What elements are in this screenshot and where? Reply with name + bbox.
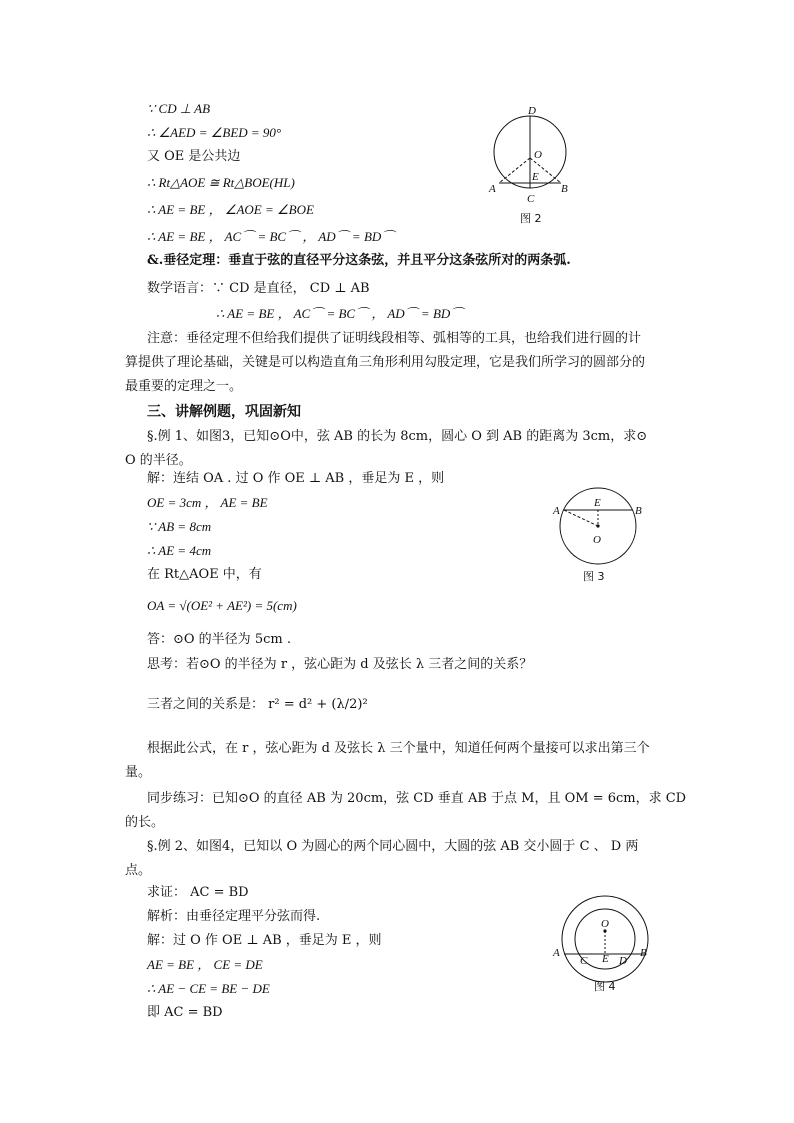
theorem-statement: &.垂径定理：垂直于弦的直径平分这条弦，并且平分这条弦所对的两条弧. xyxy=(147,253,571,268)
thinking-line: 思考：若⊙O 的半径为 r ，弦心距为 d 及弦长 λ 三者之间的关系？ xyxy=(147,657,533,672)
solution-line: 解：过 O 作 OE ⊥ AB ，垂足为 E ，则 xyxy=(147,933,382,948)
fig2-radius-oa xyxy=(499,158,530,183)
fig3-label-o: O xyxy=(593,534,601,546)
fig4-caption: 图 4 xyxy=(594,980,616,993)
formula-line: OA = √(OE² + AE²) = 5(cm) xyxy=(147,598,297,613)
body-line: 根据此公式，在 r ，弦心距为 d 及弦长 λ 三个量中，知道任何两个量接可以求出第三个 xyxy=(147,741,650,756)
proof-line: ∴ AE = BE ， ∠AOE = ∠BOE xyxy=(147,202,314,217)
solution-line: 在 Rt△AOE 中，有 xyxy=(147,567,262,582)
body-line: 量。 xyxy=(125,765,152,780)
fig4-label-c: C xyxy=(580,955,588,967)
proof-goal: 求证： AC = BD xyxy=(147,885,249,900)
solution-line: ∴ AE = 4cm xyxy=(147,543,212,558)
math-language-line: ∴ AE = BE ， AC⌒ = BC⌒ ， AD⌒ = BD⌒ xyxy=(216,306,464,321)
figure-4 xyxy=(550,894,660,1004)
solution-line: ∵ AB = 8cm xyxy=(147,519,212,534)
fig2-label-o: O xyxy=(534,149,542,161)
solution-line: AE = BE ， CE = DE xyxy=(147,957,263,972)
math-language-line: 数学语言：∵ CD 是直径， CD ⊥ AB xyxy=(147,281,370,296)
practice-line: 的长。 xyxy=(125,815,165,830)
fig4-label-e: E xyxy=(602,953,609,965)
example1-line: §.例 1、如图3，已知⊙O中，弦 AB 的长为 8cm，圆心 O 到 AB 的距离为 3cm，求⊙ xyxy=(147,429,648,444)
practice-line: 同步练习：已知⊙O 的直径 AB 为 20cm，弦 CD 垂直 AB 于点 M，且 OM = 6cm，求 CD xyxy=(147,791,687,806)
fig2-label-b: B xyxy=(561,183,568,195)
fig3-label-b: B xyxy=(635,505,642,517)
proof-line: ∴ ∠AED = ∠BED = 90° xyxy=(147,125,282,140)
figure-3 xyxy=(548,486,658,586)
example2-line: 点。 xyxy=(125,863,152,878)
solution-line: OE = 3cm ， AE = BE xyxy=(147,495,268,510)
fig2-label-a: A xyxy=(489,183,496,195)
section-heading: 三、讲解例题，巩固新知 xyxy=(147,404,301,420)
solution-line: ∴ AE − CE = BE − DE xyxy=(147,981,270,996)
relation-line: 三者之间的关系是： r² = d² + (λ/2)² xyxy=(147,697,368,712)
fig2-caption: 图 2 xyxy=(520,212,542,225)
fig3-oa xyxy=(564,510,598,526)
fig2-label-d: D xyxy=(528,105,536,117)
proof-line: ∴ Rt△AOE ≅ Rt△BOE(HL) xyxy=(147,175,295,190)
fig3-center-dot xyxy=(596,524,599,527)
fig3-caption: 图 3 xyxy=(583,570,605,583)
proof-line: ∴ AE = BE ， AC⌒ = BC⌒ ， AD⌒ = BD⌒ xyxy=(147,229,395,244)
fig3-label-e: E xyxy=(594,497,601,509)
fig2-label-e: E xyxy=(532,171,539,183)
fig2-label-c: C xyxy=(527,193,535,205)
note-line: 算提供了理论基础，关键是可以构造直角三角形利用勾股定理，它是我们所学习的圆部分的 xyxy=(125,355,646,370)
analysis-line: 解析：由垂径定理平分弦而得. xyxy=(147,909,321,924)
solution-line: 解：连结 OA . 过 O 作 OE ⊥ AB ，垂足为 E ，则 xyxy=(147,471,445,486)
note-line: 最重要的定理之一。 xyxy=(125,379,243,394)
example2-line: §.例 2、如图4，已知以 O 为圆心的两个同心圆中，大圆的弦 AB 交小圆于 C 、 D 两 xyxy=(147,839,639,854)
note-line: 注意：垂径定理不但给我们提供了证明线段相等、弧相等的工具，也给我们进行圆的计 xyxy=(147,331,642,346)
answer-line: 答：⊙O 的半径为 5cm . xyxy=(147,632,291,647)
figure-2 xyxy=(484,105,594,228)
fig3-label-a: A xyxy=(553,505,560,517)
fig4-label-b: B xyxy=(640,947,647,959)
fig4-label-d: D xyxy=(619,955,627,967)
proof-line: ∵ CD ⊥ AB xyxy=(147,101,211,116)
fig4-label-o: O xyxy=(601,918,609,930)
proof-line: 又 OE 是公共边 xyxy=(147,149,241,164)
fig4-label-a: A xyxy=(553,947,560,959)
solution-line: 即 AC = BD xyxy=(147,1005,223,1020)
example1-line: O 的半径。 xyxy=(125,453,192,468)
